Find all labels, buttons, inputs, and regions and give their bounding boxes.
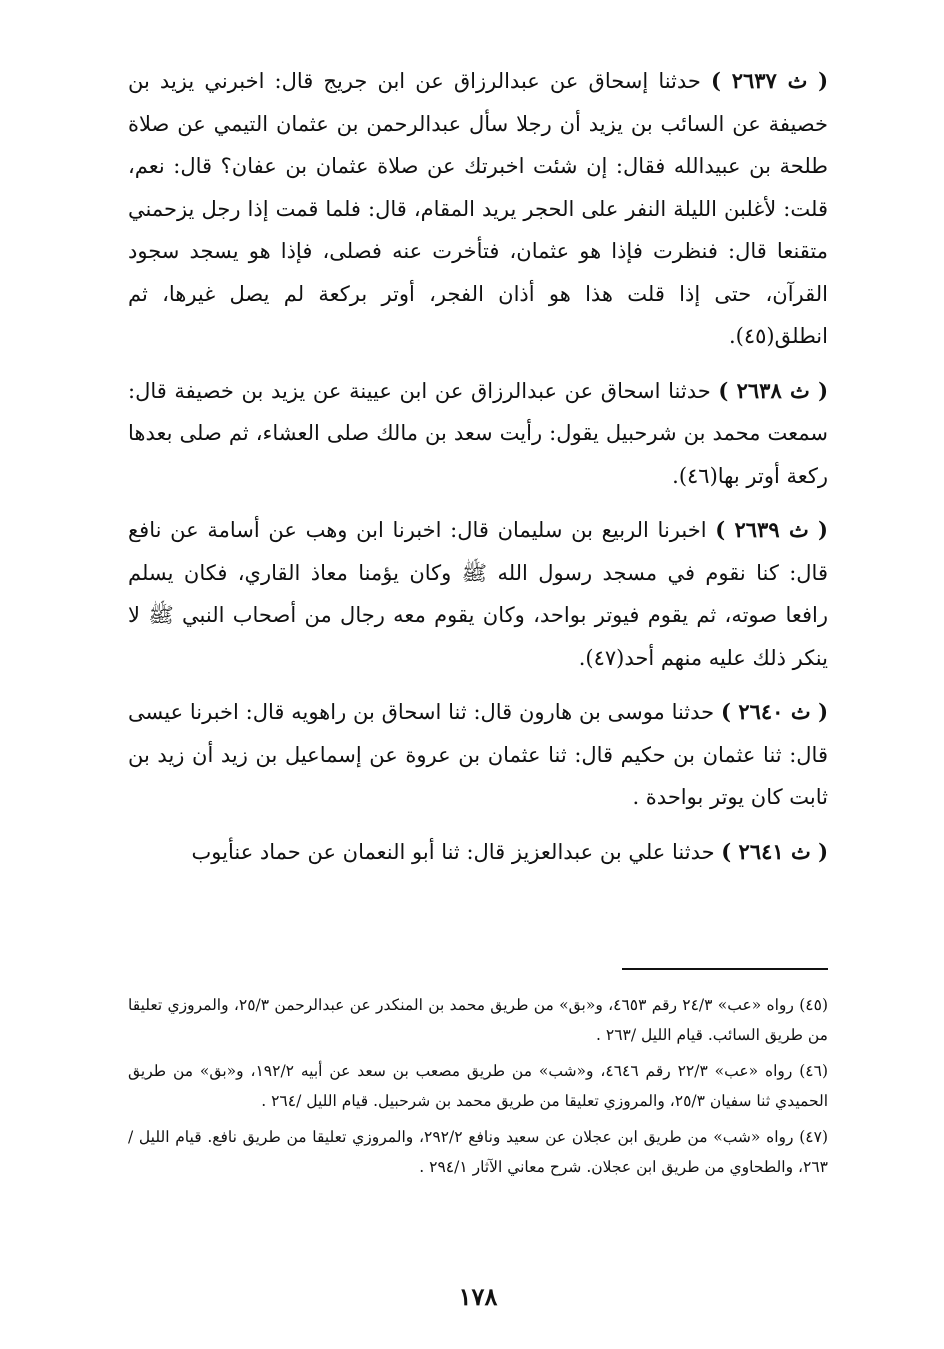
hadith-paragraph-2638 (128, 370, 828, 498)
hadith-paragraph-2637 (128, 60, 828, 358)
footnote-46 (128, 1056, 828, 1116)
footnote-47 (128, 1122, 828, 1182)
footnote-number: (٤٦) (799, 1062, 828, 1080)
hadith-text: حدثنا موسى بن هارون قال: ثنا اسحاق بن راهويه قال: اخبرنا عيسى قال: ثنا عثمان بن حكيم قال: ثنا عثمان بن عروة عن إسماعيل بن زيد أن زيد بن ثابت كان يوتر بواحدة . (128, 700, 828, 809)
hadith-paragraph-2641 (128, 831, 828, 874)
athar-number: ( ث ٢٦٣٩ ) (715, 517, 828, 542)
footnote-45 (128, 990, 828, 1050)
footnote-text: رواه «عب» ٢٤/٣ رقم ٤٦٥٣، و«بق» من طريق محمد بن المنكدر عن عبدالرحمن ٢٥/٣، والمروزي تعليقا من طريق السائب. قيام الليل /٢٦٣ . (128, 996, 828, 1044)
hadith-text: حدثنا علي بن عبدالعزيز قال: ثنا أبو النعمان عن حماد عنأيوب (191, 839, 715, 864)
page-number: ١٧٨ (458, 1282, 498, 1311)
hadith-text: حدثنا إسحاق عن عبدالرزاق عن ابن جريج قال: اخبرني يزيد بن خصيفة عن السائب بن يزيد أن رجلا سأل عبدالرحمن بن عثمان التيمي عن صلاة طلحة بن عبيدالله فقال: إن شئت اخبرتك عن صلاة عثمان بن عفان؟ قال: نعم، قلت: لأغلبن الليلة النفر على الحجر يريد المقام، قال: فلما قمت إذا رجل يزحمني متقنعا قال: فنظرت فإذا هو عثمان، فتأخرت عنه فصلى، فإذا هو يسجد سجود القرآن، حتى إذا قلت هذا هو أذان الفجر، أوتر بركعة لم يصل غيرها، ثم انطلق(٤٥). (128, 69, 828, 348)
athar-number: ( ث ٢٦٤٠ ) (720, 699, 829, 724)
footnote-divider (622, 968, 828, 970)
hadith-paragraph-2640 (128, 691, 828, 819)
hadith-paragraph-2639 (128, 509, 828, 679)
hadith-text: اخبرنا الربيع بن سليمان قال: اخبرنا ابن وهب عن أسامة عن نافع قال: كنا نقوم في مسجد رسول الله ﷺ وكان يؤمنا معاذ القاري، فكان يسلم رافعا صوته، ثم يقوم فيوتر بواحد، وكان يقوم معه رجال من أصحاب النبي ﷺ لا ينكر ذلك عليه منهم أحد(٤٧). (128, 518, 828, 670)
hadith-text: حدثنا اسحاق عن عبدالرزاق عن ابن عيينة عن يزيد بن خصيفة قال: سمعت محمد بن شرحبيل يقول: رأيت سعد بن مالك صلى العشاء، ثم صلى بعدها ركعة أوتر بها(٤٦). (128, 378, 828, 488)
athar-number: ( ث ٢٦٤١ ) (721, 838, 828, 864)
footnote-number: (٤٥) (799, 996, 828, 1014)
footnote-text: رواه «شب» من طريق ابن عجلان عن سعيد ونافع ٢٩٢/٢، والمروزي تعليقا من طريق نافع. قيام الليل /٢٦٣، والطحاوي من طريق ابن عجلان. شرح معاني الآثار ٢٩٤/١ . (128, 1128, 828, 1176)
main-text (128, 60, 828, 885)
athar-number: ( ث ٢٦٣٧ ) (711, 68, 829, 93)
footnote-text: رواه «عب» ٢٢/٣ رقم ٤٦٤٦، و«شب» من طريق مصعب بن سعد عن أبيه ١٩٢/٢، و«بق» من طريق الحميدي ثنا سفيان ٢٥/٣، والمروزي تعليقا من طريق محمد بن شرحبيل. قيام الليل /٢٦٤ . (128, 1062, 828, 1110)
footnote-number: (٤٧) (799, 1128, 828, 1146)
footnotes (128, 990, 828, 1188)
book-page (128, 60, 828, 1310)
athar-number: ( ث ٢٦٣٨ ) (718, 377, 829, 403)
